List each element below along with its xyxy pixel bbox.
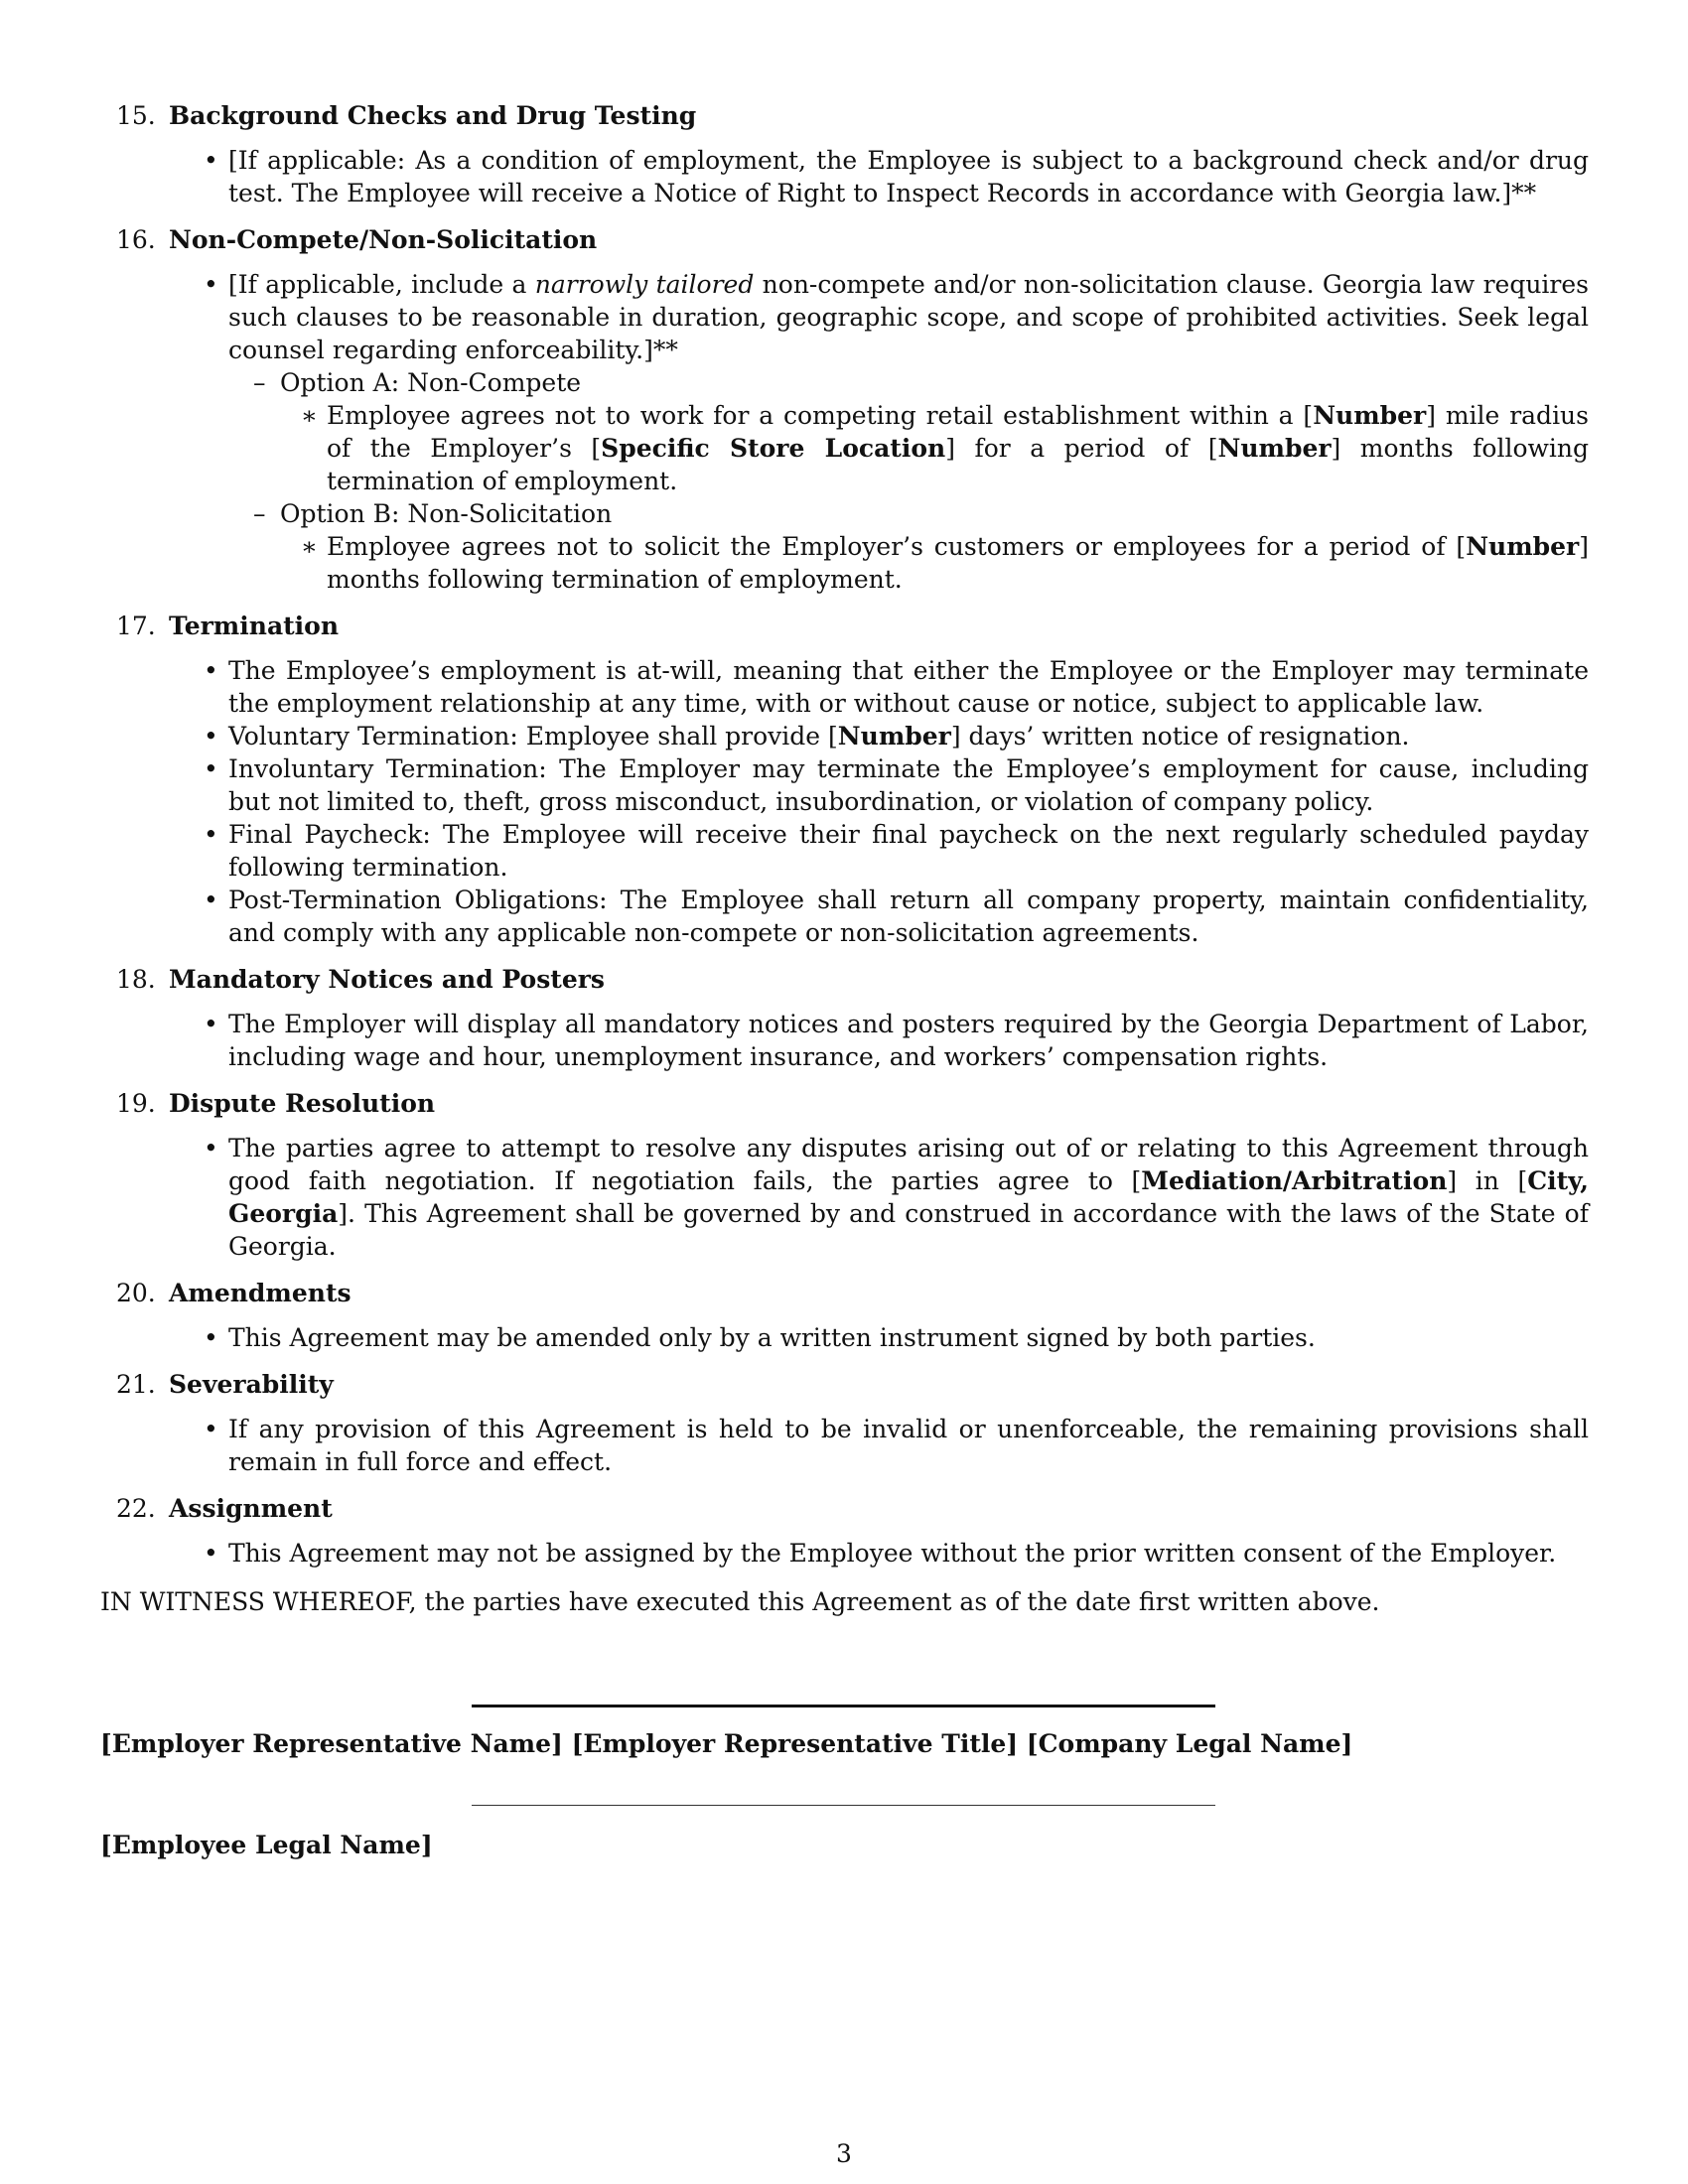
- option-detail-list: [280, 530, 1589, 596]
- option-detail: [327, 530, 1589, 596]
- bullet-list: [100, 1413, 1589, 1478]
- section-heading: [100, 610, 1589, 642]
- option-a: [280, 366, 1589, 497]
- emphasis-text: narrowly tailored: [534, 270, 755, 299]
- text-run: ] months following termination of employment.: [327, 532, 1589, 594]
- placeholder-field: Number: [837, 722, 951, 751]
- section-title: Assignment: [169, 1494, 333, 1523]
- bracket: ]: [420, 1831, 433, 1859]
- witness-clause: IN WITNESS WHEREOF, the parties have executed this Agreement as of the date first written above.: [100, 1587, 1380, 1616]
- section-15: [100, 99, 1589, 209]
- employee-legal-name: Employee Legal Name: [111, 1831, 421, 1859]
- section-number: 17.: [116, 612, 156, 640]
- placeholder-field: Number: [1466, 532, 1580, 561]
- section-heading: [100, 1368, 1589, 1401]
- bracket: ] [: [1006, 1729, 1039, 1758]
- list-item: • This Agreement may not be assigned by the Employee without the prior written consent of the Employer.: [228, 1537, 1589, 1570]
- text-run: ] mile radius of the Employer’s [: [327, 401, 1589, 463]
- list-item: [228, 1132, 1589, 1263]
- employer-signature-block: [100, 1727, 1352, 1760]
- placeholder-field: Specific Store Location: [601, 434, 946, 463]
- option-detail-list: [280, 399, 1589, 497]
- section-title: Non-Compete/Non-Solicitation: [169, 225, 598, 254]
- bullet-list: [100, 1537, 1589, 1570]
- bracket: [: [100, 1729, 112, 1758]
- option-label: Option B: Non-Solicitation: [280, 499, 613, 528]
- list-item: • Post-Termination Obligations: The Employee shall return all company property, maintain confidentiality, and comply with any applicable non-compete or non-solicitation agreements.: [228, 884, 1589, 949]
- text-run: ] months following termination of employment.: [327, 434, 1589, 495]
- section-18: [100, 963, 1589, 1073]
- option-label: Option A: Non-Compete: [280, 368, 582, 397]
- list-item: • If any provision of this Agreement is held to be invalid or unenforceable, the remaining provisions shall remain in full force and effect.: [228, 1413, 1589, 1478]
- option-list: [228, 366, 1589, 596]
- section-19: [100, 1087, 1589, 1263]
- list-item: • Involuntary Termination: The Employer may terminate the Employee’s employment for cause, including but not limited to, theft, gross misconduct, insubordination, or violation of company policy.: [228, 752, 1589, 818]
- list-item: • This Agreement may be amended only by a written instrument signed by both parties.: [228, 1321, 1589, 1354]
- text-run: ] days’ written notice of resignation.: [950, 722, 1410, 751]
- placeholder-field: Mediation/Arbitration: [1141, 1166, 1448, 1195]
- employer-signature-line: [472, 1705, 1215, 1707]
- bullet-list: [100, 144, 1589, 209]
- list-item: • The Employer will display all mandatory notices and posters required by the Georgia Department of Labor, including wage and hour, unemployment insurance, and workers’ compensation rights.: [228, 1008, 1589, 1073]
- list-item: • The Employee’s employment is at-will, meaning that either the Employee or the Employer may terminate the employment relationship at any time, with or without cause or notice, subject to applicable law.: [228, 654, 1589, 720]
- section-number: 15.: [116, 101, 156, 130]
- section-title: Termination: [169, 612, 340, 640]
- placeholder-field: Number: [1313, 401, 1427, 430]
- section-heading: [100, 1277, 1589, 1309]
- list-item: [228, 268, 1589, 596]
- list-item: • Final Paycheck: The Employee will receive their final paycheck on the next regularly scheduled payday following termination.: [228, 818, 1589, 884]
- option-b: [280, 497, 1589, 596]
- section-22: [100, 1492, 1589, 1570]
- text-run: ] for a period of [: [945, 434, 1218, 463]
- section-number: 20.: [116, 1279, 156, 1307]
- section-number: 16.: [116, 225, 156, 254]
- section-21: [100, 1368, 1589, 1478]
- section-17: [100, 610, 1589, 949]
- bullet-list: [100, 1132, 1589, 1263]
- bullet-list: [100, 1321, 1589, 1354]
- section-title: Background Checks and Drug Testing: [169, 101, 697, 130]
- section-number: 18.: [116, 965, 156, 994]
- section-title: Severability: [169, 1370, 334, 1399]
- section-16: [100, 223, 1589, 596]
- text-run: ] in [: [1447, 1166, 1528, 1195]
- text-run: [If applicable, include a: [228, 270, 535, 299]
- section-20: [100, 1277, 1589, 1354]
- section-title: Amendments: [169, 1279, 352, 1307]
- section-heading: [100, 99, 1589, 132]
- section-heading: [100, 1087, 1589, 1120]
- company-legal-name: Company Legal Name: [1038, 1729, 1341, 1758]
- section-heading: [100, 963, 1589, 996]
- bullet-list: [100, 268, 1589, 596]
- text-run: Voluntary Termination: Employee shall provide [: [228, 722, 838, 751]
- text-run: Employee agrees not to solicit the Employer’s customers or employees for a period of [: [327, 532, 1467, 561]
- page-number: 3: [836, 2139, 852, 2168]
- bracket: ]: [1340, 1729, 1353, 1758]
- section-title: Mandatory Notices and Posters: [169, 965, 605, 994]
- section-heading: [100, 1492, 1589, 1525]
- placeholder-field: Number: [1217, 434, 1332, 463]
- text-run: non-compete and/or non-solicitation clause. Georgia law requires such clauses to be reasonable in duration, geographic scope, and scope of prohibited activities. Seek legal counsel regarding enforceability.]**: [228, 270, 1590, 364]
- section-number: 21.: [116, 1370, 156, 1399]
- section-heading: [100, 223, 1589, 256]
- section-number: 22.: [116, 1494, 156, 1523]
- employee-signature-line: [472, 1805, 1215, 1806]
- text-run: ]. This Agreement shall be governed by and construed in accordance with the laws of the State of Georgia.: [228, 1199, 1589, 1261]
- list-item: • [If applicable: As a condition of employment, the Employee is subject to a background check and/or drug test. The Employee will receive a Notice of Right to Inspect Records in accordance with Georgia law.]**: [228, 144, 1589, 209]
- section-title: Dispute Resolution: [169, 1089, 436, 1118]
- document-page: [100, 99, 1589, 1618]
- employer-rep-name: Employer Representative Name: [111, 1729, 552, 1758]
- text-run: Employee agrees not to work for a competing retail establishment within a [: [327, 401, 1314, 430]
- bullet-list: [100, 1008, 1589, 1073]
- bullet-list: [100, 654, 1589, 949]
- placeholder-field: City, Georgia: [228, 1166, 1589, 1228]
- employer-rep-title: Employer Representative Title: [583, 1729, 1007, 1758]
- text-run: The parties agree to attempt to resolve any disputes arising out of or relating to this Agreement through good faith negotiation. If negotiation fails, the parties agree to [: [228, 1134, 1589, 1195]
- bracket: ] [: [551, 1729, 584, 1758]
- list-item: [228, 720, 1589, 752]
- bracket: [: [100, 1831, 112, 1859]
- employee-signature-block: [100, 1829, 433, 1861]
- option-detail: [327, 399, 1589, 497]
- section-number: 19.: [116, 1089, 156, 1118]
